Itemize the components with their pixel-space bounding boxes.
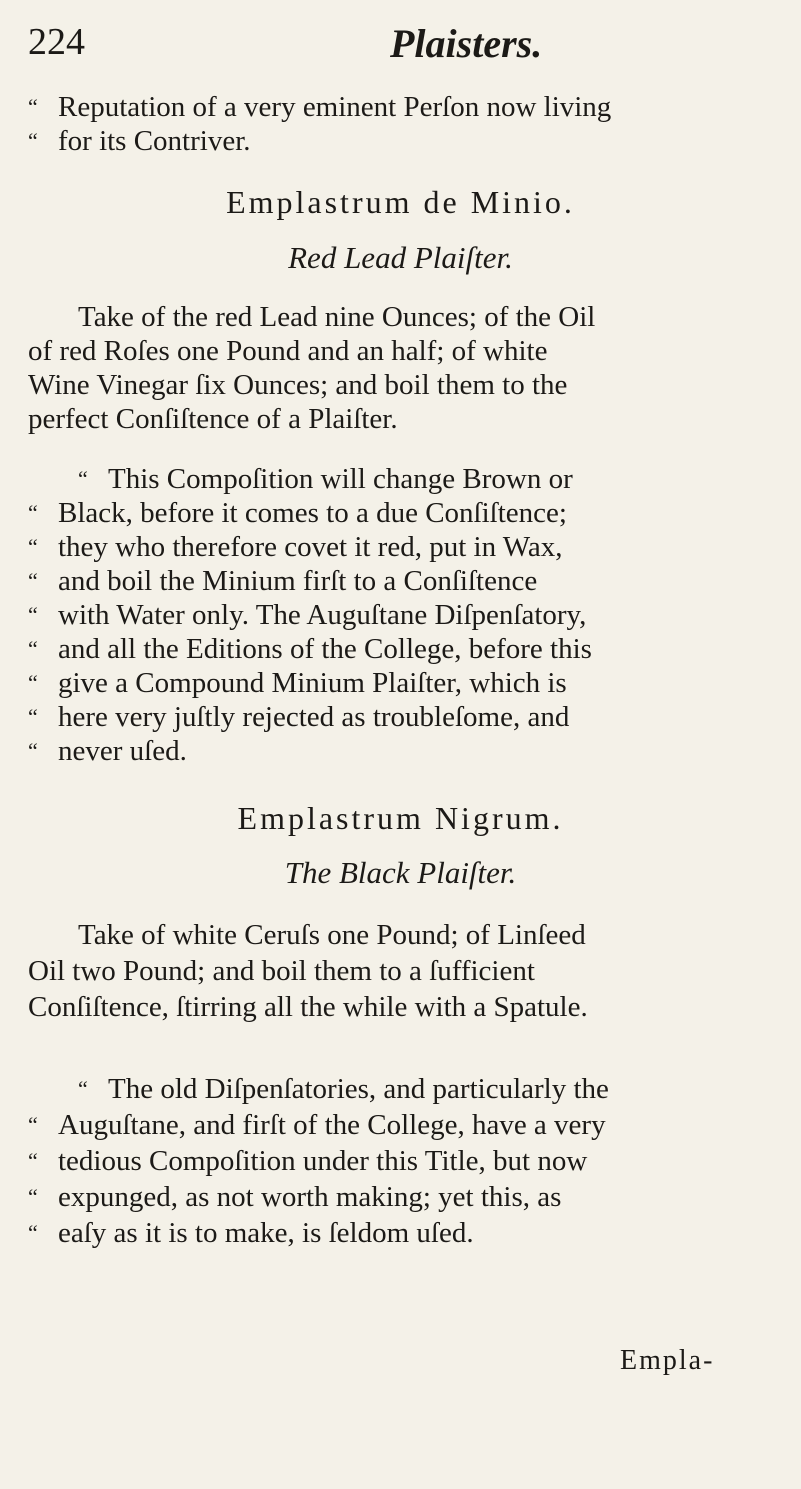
note-line: “ expunged, as not worth making; yet this, as — [28, 1181, 562, 1213]
note-line: “ here very juſtly rejected as troubleſome, and — [28, 701, 570, 733]
recipe-line: Oil two Pound; and boil them to a ſufficient — [28, 955, 535, 987]
note-line: “ and boil the Minium firſt to a Conſiſtence — [28, 565, 538, 597]
section-subtitle: The Black Plaiſter. — [284, 855, 517, 890]
text-line: “ for its Contriver. — [28, 125, 251, 157]
note-line: “ they who therefore covet it red, put in Wax, — [28, 531, 563, 563]
section-title: Emplastrum Nigrum. — [237, 800, 564, 836]
note-line: “ give a Compound Minium Plaiſter, which is — [28, 667, 567, 699]
note-line: “ This Compoſition will change Brown or — [78, 463, 573, 495]
page-number: 224 — [28, 21, 85, 63]
recipe-line: Wine Vinegar ſix Ounces; and boil them to the — [28, 369, 568, 401]
recipe-line: Take of white Ceruſs one Pound; of Linſeed — [78, 919, 586, 951]
recipe-line: Conſiſtence, ſtirring all the while with a Spatule. — [28, 991, 588, 1023]
section-title: Emplastrum de Minio. — [226, 184, 575, 220]
note-line: “ with Water only. The Auguſtane Diſpenſatory, — [28, 599, 587, 631]
recipe-line: of red Roſes one Pound and an half; of white — [28, 335, 548, 367]
running-title: Plaisters. — [390, 21, 543, 66]
page-header — [0, 20, 801, 80]
note-line: “ never uſed. — [28, 735, 187, 767]
note-line: “ Auguſtane, and firſt of the College, have a very — [28, 1109, 606, 1141]
recipe-line: perfect Conſiſtence of a Plaiſter. — [28, 403, 398, 435]
note-line: “ eaſy as it is to make, is ſeldom uſed. — [28, 1217, 474, 1249]
text-line: “ Reputation of a very eminent Perſon now living — [28, 91, 612, 123]
catchword: Empla- — [620, 1345, 715, 1376]
note-line: “ tedious Compoſition under this Title, but now — [28, 1145, 588, 1177]
note-line: “ The old Diſpenſatories, and particularly the — [78, 1073, 609, 1105]
section-subtitle: Red Lead Plaiſter. — [288, 240, 513, 275]
note-line: “ and all the Editions of the College, before this — [28, 633, 592, 665]
note-line: “ Black, before it comes to a due Conſiſtence; — [28, 497, 567, 529]
recipe-line: Take of the red Lead nine Ounces; of the Oil — [78, 301, 596, 333]
